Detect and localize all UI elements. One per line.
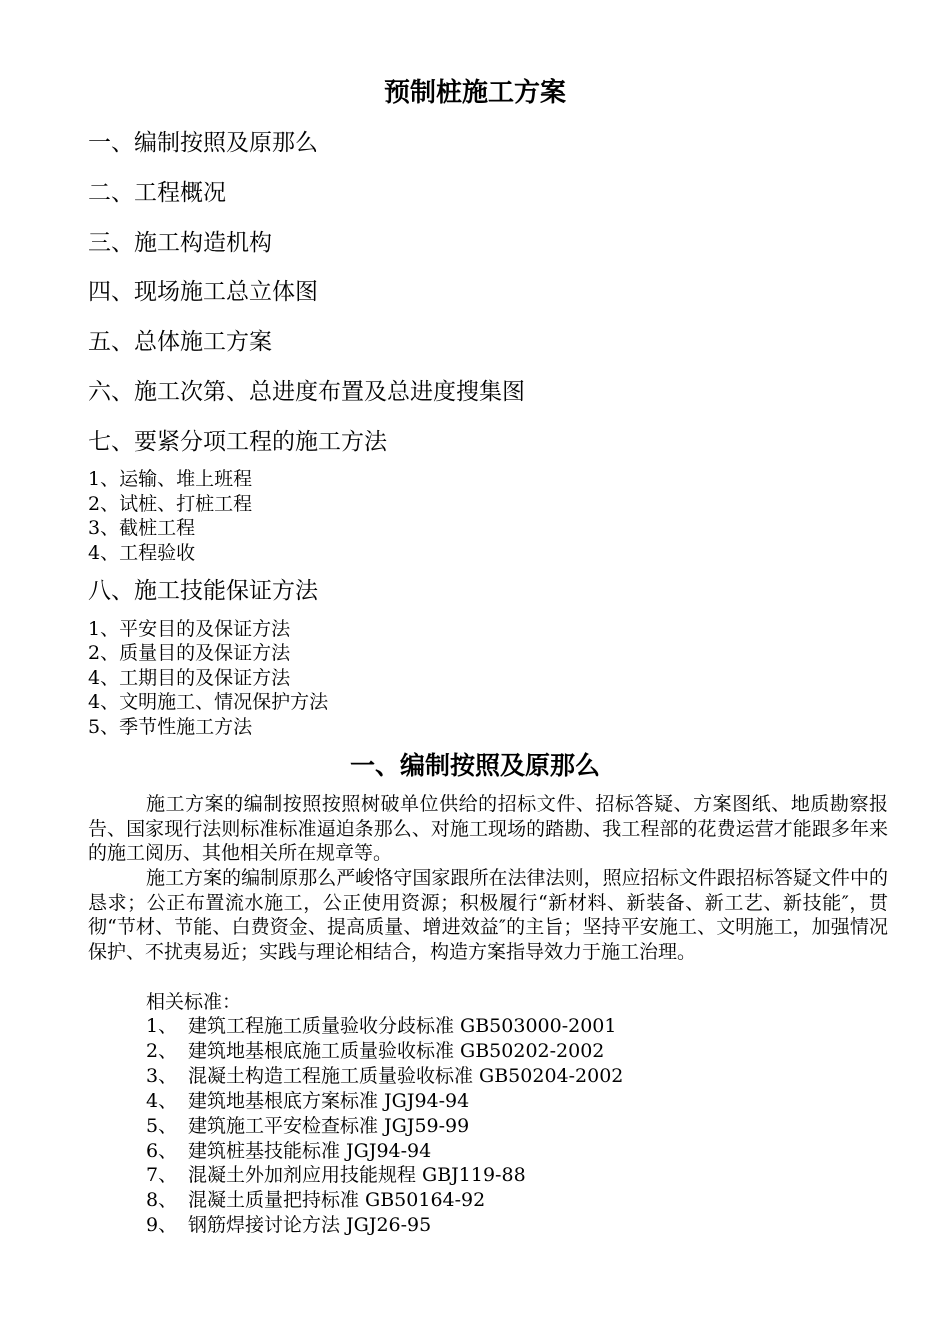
- standard-item: 建筑地基根底施工质量验收标准 GB50202-2002: [188, 1040, 605, 1062]
- standard-number: 1、: [146, 1015, 178, 1037]
- toc-7-item: 3、截桩工程: [88, 517, 196, 539]
- toc-section-3: 三、施工构造机构: [88, 230, 272, 256]
- standard-number: 6、: [146, 1140, 178, 1162]
- toc-8-item: 4、工期目的及保证方法: [88, 667, 291, 689]
- standard-item: 建筑工程施工质量验收分歧标准 GB503000-2001: [188, 1015, 617, 1037]
- standard-item: 混凝土外加剂应用技能规程 GBJ119-88: [188, 1164, 526, 1186]
- standard-item: 建筑桩基技能标准 JGJ94-94: [188, 1140, 432, 1162]
- toc-8-item: 5、季节性施工方法: [88, 716, 253, 738]
- toc-section-2: 二、工程概况: [88, 180, 226, 206]
- standard-number: 2、: [146, 1040, 178, 1062]
- section-1-paragraph-2: 施工方案的编制原那么严峻恪守国家跟所在法律法则，照应招标文件跟招标答疑文件中的恳求；公正布置流水施工，公正使用资源；积极履行“新材料、新装备、新工艺、新技能″，贯彻“节材、节能、白费资金、提高质量、增进效益″的主旨；坚持平安施工、文明施工，加强情况保护、不扰夷易近；实践与理论相结合，构造方案指导效力于施工治理。: [88, 867, 888, 963]
- toc-7-item: 4、工程验收: [88, 542, 196, 564]
- toc-section-4: 四、现场施工总立体图: [88, 279, 318, 305]
- toc-section-7: 七、要紧分项工程的施工方法: [88, 429, 387, 455]
- standards-label: 相关标准：: [146, 991, 242, 1013]
- toc-7-item: 2、试桩、打桩工程: [88, 493, 253, 515]
- standard-item: 混凝土构造工程施工质量验收标准 GB50204-2002: [188, 1065, 624, 1087]
- standard-number: 3、: [146, 1065, 178, 1087]
- document-title: 预制桩施工方案: [383, 78, 566, 108]
- toc-8-item: 4、文明施工、情况保护方法: [88, 691, 329, 713]
- toc-section-6: 六、施工次第、总进度布置及总进度搜集图: [88, 379, 525, 405]
- toc-section-1: 一、编制按照及原那么: [88, 130, 318, 156]
- toc-7-item: 1、运输、堆上班程: [88, 468, 253, 490]
- toc-section-8: 八、施工技能保证方法: [88, 578, 318, 604]
- standard-number: 5、: [146, 1115, 178, 1137]
- standard-item: 建筑地基根底方案标准 JGJ94-94: [188, 1090, 470, 1112]
- toc-8-item: 2、质量目的及保证方法: [88, 642, 291, 664]
- standard-number: 7、: [146, 1164, 178, 1186]
- standard-number: 4、: [146, 1090, 178, 1112]
- toc-section-5: 五、总体施工方案: [88, 329, 272, 355]
- standard-item: 混凝土质量把持标准 GB50164-92: [188, 1189, 486, 1211]
- section-1-paragraph-1: 施工方案的编制按照按照树破单位供给的招标文件、招标答疑、方案图纸、地质勘察报告、国家现行法则标准标准逼迫条那么、对施工现场的踏勘、我工程部的花费运营才能跟多年来的施工阅历、其他相关所在规章等。: [88, 793, 888, 864]
- standard-item: 钢筋焊接讨论方法 JGJ26-95: [188, 1214, 432, 1236]
- standard-number: 9、: [146, 1214, 178, 1236]
- standard-item: 建筑施工平安检查标准 JGJ59-99: [188, 1115, 470, 1137]
- standard-number: 8、: [146, 1189, 178, 1211]
- section-1-heading: 一、编制按照及原那么: [349, 751, 600, 780]
- toc-8-item: 1、平安目的及保证方法: [88, 618, 291, 640]
